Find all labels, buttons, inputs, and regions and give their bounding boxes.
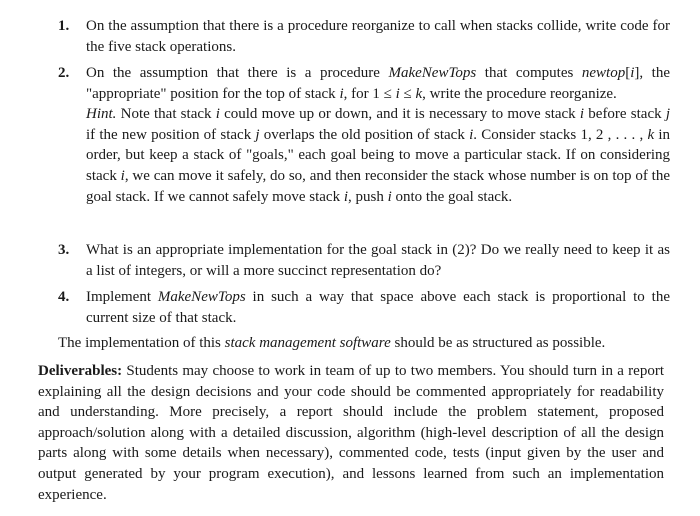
item-text: Implement [86,289,158,305]
variable-name: k [647,126,655,143]
item-text: On the assumption that there is a procedure [86,65,389,81]
item-text: [ [625,65,631,81]
item-text: that computes [476,65,582,81]
variable-name: newtop [581,65,626,81]
variable-name: i [339,85,344,102]
list-item-1 [58,16,670,57]
hint-text: onto the goal stack. [391,188,513,205]
hint-text: . Consider stacks 1, 2 , . . . , [473,126,648,143]
list-item-text [58,63,670,207]
list-item-text [58,287,670,328]
variable-name: i [395,85,400,102]
list-item-3 [58,240,670,281]
variable-name: k [415,85,423,102]
list-number: 1. [58,18,70,34]
hint-text: before stack [584,106,666,123]
hint-text: if the new position of stack [86,126,256,143]
emphasis-text: stack management software [224,335,391,351]
variable-name: j [665,106,670,123]
list-number: 2. [58,65,70,81]
list-number: 4. [58,289,70,305]
list-number: 3. [58,242,70,258]
deliverables-text: Students may choose to work in team of up to two members. You should turn in a report explaining all the design decisions and your code should be commented appropriately for readability and understanding. More precisely, a report should include the problem statement, proposed approach/solution along with a detailed discussion, algorithm (high-level description of all the design parts along with some details when necessary), commented code, tests (input given by the user and output generated by your program execution), and lessons learned from such an implementation experience. [38,363,664,503]
hint-text: Note that stack [116,106,216,123]
variable-name: i [343,188,348,205]
deliverables-paragraph [38,361,664,505]
item-text: What is an appropriate implementation for the goal stack in (2)? Do we really need to keep it as a list of integers, or will a more succinct representation do? [86,242,670,279]
hint-text: overlaps the old position of stack [259,126,470,143]
item-text: ≤ [399,85,416,102]
hint-text: in order, but keep a stack of "goals," each goal being to move a particular stack. If on considering stack [86,126,671,184]
variable-name: j [255,126,260,143]
hint-text: , push [348,188,388,205]
procedure-name: MakeNewTops [157,289,246,305]
variable-name: i [630,65,635,81]
hint-paragraph [86,104,670,207]
list-item-4 [58,287,670,328]
hint-text: could move up or down, and it is necessary to move stack [219,106,580,123]
item-text: , write the procedure reorganize. [422,85,617,102]
procedure-name: MakeNewTops [388,65,477,81]
variable-name: i [387,188,392,205]
item-text: ], the "appropriate" position for the top of stack [86,65,671,102]
hint-label: Hint. [86,106,117,123]
list-item-text [58,240,670,281]
closing-text: should be as structured as possible. [390,335,606,351]
list-item-2 [58,63,670,207]
variable-name: i [469,126,474,143]
variable-name: i [579,106,585,123]
list-item-text [58,16,670,57]
item-text: On the assumption that there is a procedure reorganize to call when stacks collide, write code for the five stack operations. [86,18,670,55]
variable-name: i [120,167,125,184]
item-text: , for 1 ≤ [343,85,396,102]
variable-name: i [215,106,220,123]
hint-text: , we can move it safely, do so, and then reconsider the stack whose number is on top of the goal stack. If we cannot safely move stack [86,167,670,205]
deliverables-label: Deliverables: [38,363,123,379]
closing-text: The implementation of this [58,335,225,351]
item-text: in such a way that space above each stack is proportional to the current size of that stack. [86,289,671,326]
closing-sentence [58,333,670,354]
